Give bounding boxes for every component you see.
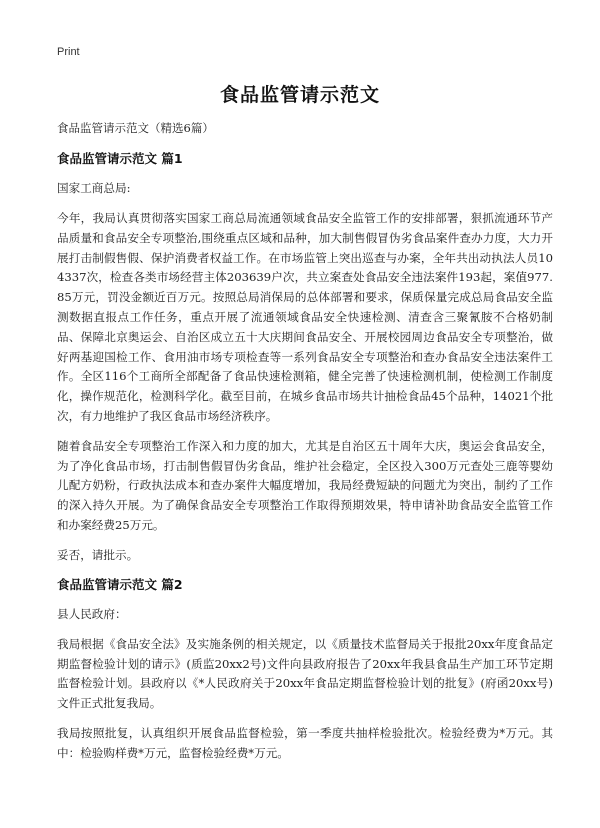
salutation: 县人民政府： [57,606,127,621]
section-1 [57,150,553,564]
closing-line: 妥否，请批示。 [57,547,139,562]
document-title: 食品监管请示范文 [219,84,380,106]
body-paragraph: 我局按照批复，认真组织开展食品监督检验，第一季度共抽样检验批次。检验经费为*万元。其中：检验购样费*万元，监督检验经费*万元。 [57,725,553,760]
body-paragraph: 今年，我局认真贯彻落实国家工商总局流通领域食品安全监管工作的安排部署，狠抓流通环节产品质量和食品安全专项整治,围绕重点区域和品种，加大制售假冒伪劣食品案件查办力度，大力开展打击制假售假、保护消费者权益工作。在市场监管上突出巡查与办案，全年共出动执法人员104337次，检查各类市场经营主体203639户次，共立案查处食品安全违法案件193起，案值977.85万元，罚没金额近百万元。按照总局消保局的总体部署和要求，保质保量完成总局食品安全监测数据直报点工作任务，重点开展了流通领域食品安全快速检测、清查含三聚氰胺不合格奶制品、保障北京奥运会、自治区成立五十大庆期间食品安全、开展校园周边食品安全专项整治，做好两基迎国检工作、食用油市场专项检查等一系列食品安全专项整治和查办食品安全违法案件工作。全区116个工商所全部配备了食品快速检测箱，健全完善了快速检测机制，使检测工作制度化，操作规范化，检测科学化。截至目前，在城乡食品市场共计抽检食品45个品种，14021个批次，有力地维护了我区食品市场经济秩序。 [57,211,553,423]
body-paragraph: 随着食品安全专项整治工作深入和力度的加大，尤其是自治区五十周年大庆，奥运会食品安全，为了净化食品市场，打击制售假冒伪劣食品，维护社会稳定，全区投入300万元查处三鹿等婴幼儿配方奶粉，行政执法成本和查办案件大幅度增加，我局经费短缺的问题尤为突出，制约了工作的深入持久开展。为了确保食品安全专项整治工作取得预期效果，特申请补助食品安全监管工作和办案经费25万元。 [57,438,553,532]
body-paragraph: 我局根据《食品安全法》及实施条例的相关规定，以《质量技术监督局关于报批20xx年度食品定期监督检验计划的请示》(质监20xx2号)文件向县政府报告了20xx年我县食品生产加工环节定期监督检验计划。县政府以《*人民政府关于20xx年食品定期监督检验计划的批复》(府函20xx号)文件正式批复我局。 [57,636,553,711]
section-2 [57,576,553,764]
salutation: 国家工商总局: [57,181,131,195]
section-heading: 食品监管请示范文 篇1 [57,151,183,166]
document-subtitle: 食品监管请示范文（精选6篇） [57,121,214,135]
section-heading: 食品监管请示范文 篇2 [57,576,183,592]
print-label: Print [57,46,80,58]
document-body [57,120,553,774]
